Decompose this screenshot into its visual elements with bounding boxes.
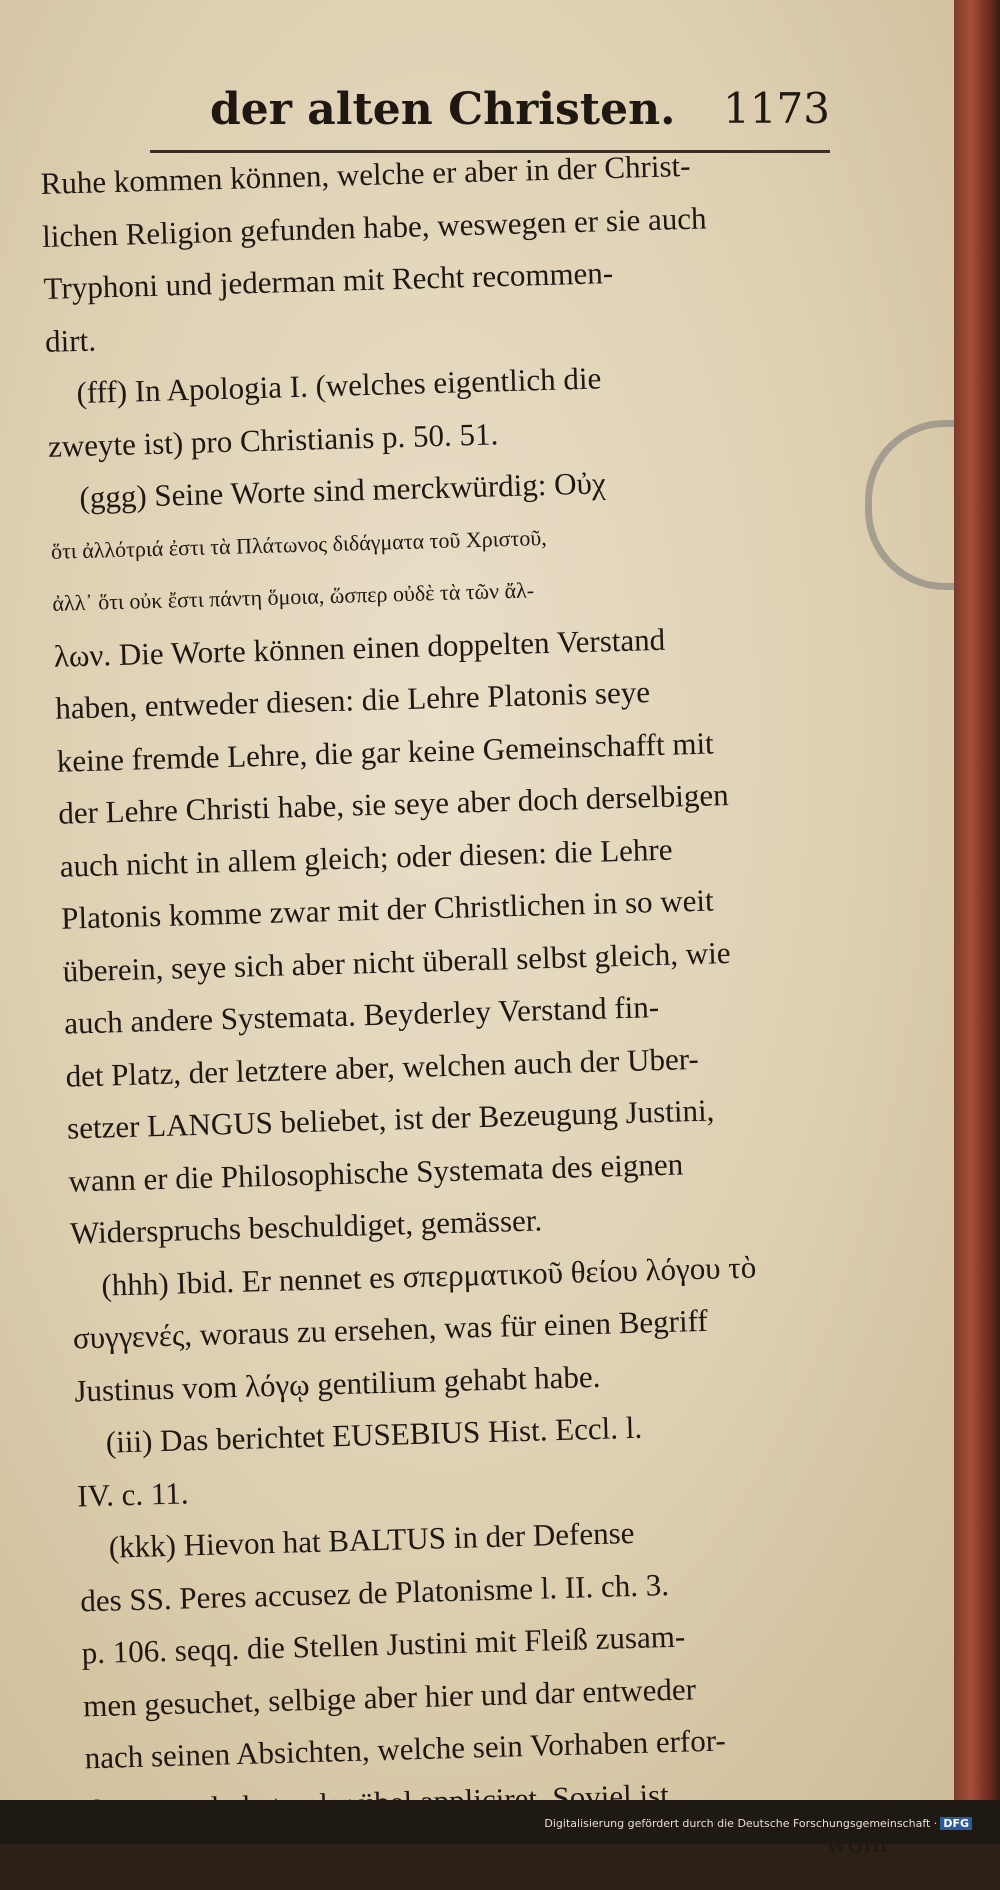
footnote-hhh: (hhh) Ibid. Er nennet es σπερματικοῦ θείου λόγου τὸ	[100, 1248, 757, 1303]
text-line: haben, entweder diesen: die Lehre Platonis seye	[54, 674, 651, 726]
page-edge	[954, 0, 1000, 1844]
text-line: Widerspruchs beschuldiget, gemässer.	[69, 1202, 543, 1251]
text-line: men gesuchet, selbige aber hier und dar entweder	[82, 1670, 697, 1723]
text-line: keine fremde Lehre, die gar keine Gemeinschafft mit	[56, 724, 715, 779]
footnote-ggg: (ggg) Seine Worte sind merckwürdig: Οὐχ	[79, 465, 607, 516]
text-line: auch nicht in allem gleich; oder diesen: die Lehre	[59, 831, 673, 884]
footnote-iii: (iii) Das berichtet EUSEBIUS Hist. Eccl. l.	[105, 1409, 643, 1460]
text-line: λων. Die Worte können einen doppelten Verstand	[53, 621, 666, 674]
text-line: der Lehre Christi habe, sie seye aber doch derselbigen	[57, 777, 730, 831]
text-line: des SS. Peres accusez de Platonisme l. II. ch. 3.	[79, 1566, 670, 1618]
text-line: συγγενές, woraus zu ersehen, was für einen Begriff	[72, 1302, 709, 1356]
greek-line: ὅτι ἀλλότριά ἐστι τὰ Πλάτωνος διδάγματα τοῦ Χριστοῦ,	[50, 524, 548, 564]
text-line: det Platz, der letztere aber, welchen auch der Uber-	[65, 1040, 700, 1094]
text-line: zweyte ist) pro Christianis p. 50. 51.	[47, 415, 499, 464]
text-line: nach seinen Absichten, welche sein Vorhaben erfor-	[84, 1722, 727, 1776]
text-line: lichen Religion gefunden habe, weswegen er sie auch	[41, 199, 707, 254]
dfg-logo: DFG	[940, 1817, 972, 1830]
text-line: dirt.	[44, 322, 97, 359]
text-line: Tryphoni und jederman mit Recht recommen-	[43, 255, 614, 306]
text-line: auch andere Systemata. Beyderley Verstand fin-	[63, 989, 660, 1041]
text-line: überein, seye sich aber nicht überall selbst gleich, wie	[62, 934, 731, 989]
running-head-title: der alten Christen.	[210, 84, 676, 135]
footer-text: Digitalisierung gefördert durch die Deutsche Forschungsgemeinschaft ·	[544, 1817, 938, 1830]
greek-line: ἀλλ᾽ ὅτι οὐκ ἔστι πάντη ὅμοια, ὥσπερ οὐδὲ τὰ τῶν ἄλ-	[52, 577, 535, 616]
text-line: IV. c. 11.	[76, 1474, 189, 1513]
text-line: setzer LANGUS beliebet, ist der Bezeugung Justini,	[66, 1092, 715, 1146]
text-line: wann er die Philosophische Systemata des eignen	[68, 1145, 684, 1199]
text-line: p. 106. seqq. die Stellen Justini mit Fleiß zusam-	[81, 1618, 686, 1671]
page-number: 1173	[723, 84, 830, 133]
footnote-fff: (fff) In Apologia I. (welches eigentlich die	[76, 360, 602, 411]
text-line: Ruhe kommen können, welche er aber in der Christ-	[40, 147, 691, 201]
footnote-kkk: (kkk) Hievon hat BALTUS in der Defense	[108, 1514, 635, 1565]
text-line: Justinus vom λόγῳ gentilium gehabt habe.	[73, 1358, 601, 1409]
text-line: Platonis komme zwar mit der Christlichen in so weit	[60, 882, 715, 936]
digitization-footer	[544, 1817, 972, 1830]
body-text	[40, 135, 898, 1889]
